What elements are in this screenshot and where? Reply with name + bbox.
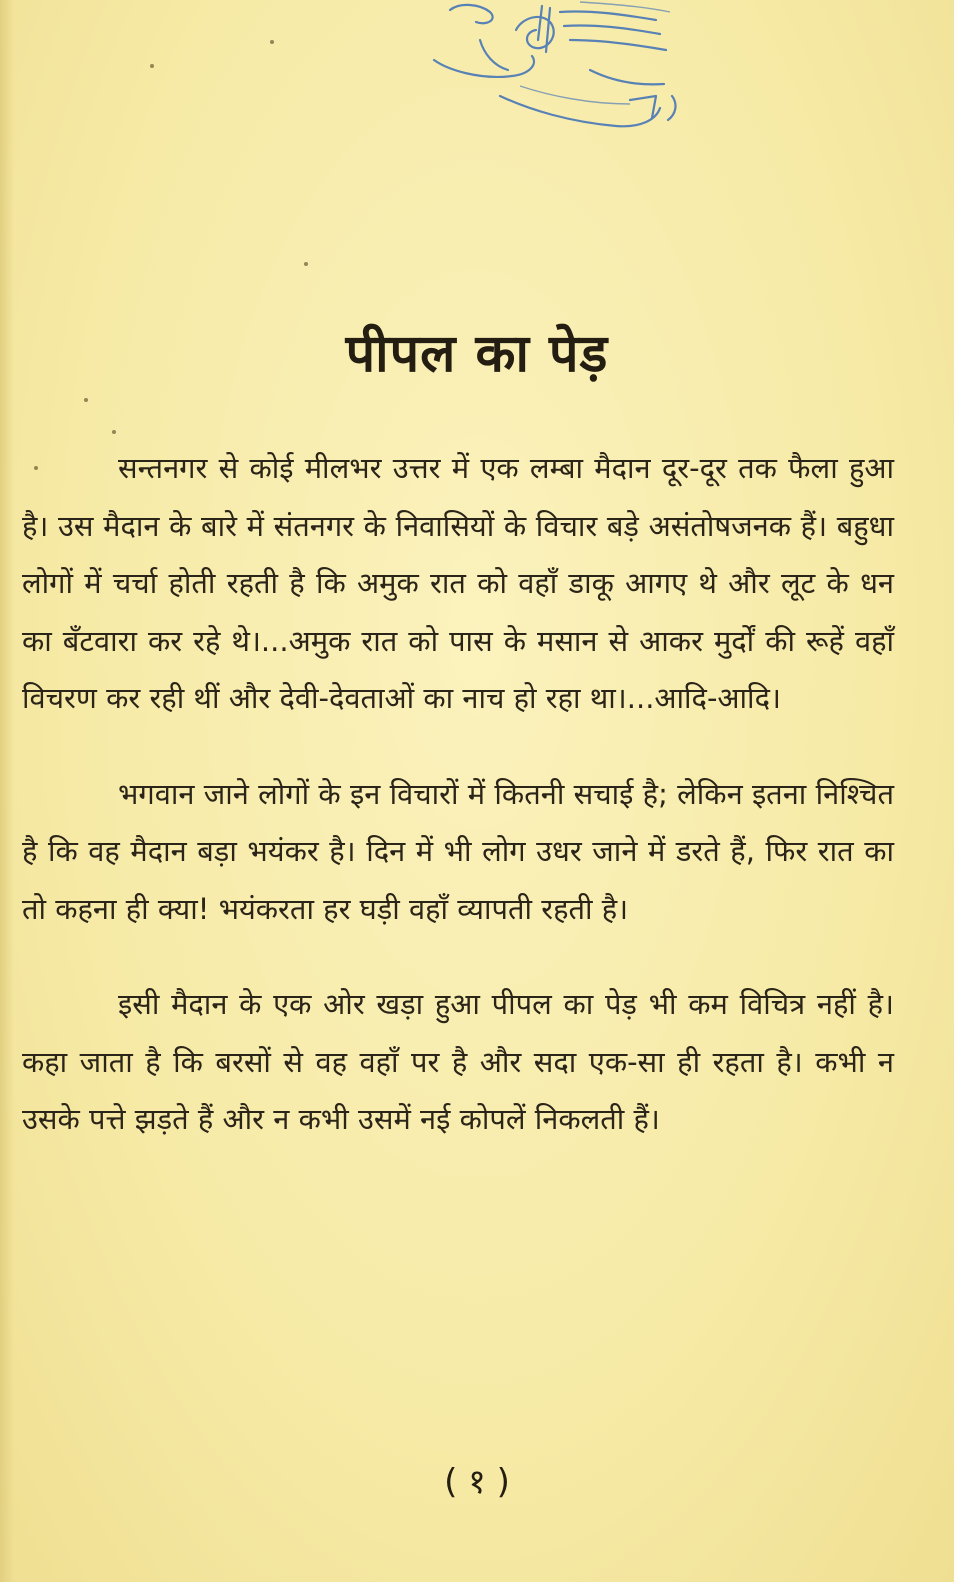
page-number: ( १ ): [444, 1462, 510, 1502]
chapter-title: पीपल का पेड़: [345, 324, 609, 384]
page-binding-edge: [0, 0, 14, 1582]
paper-speck: [304, 262, 308, 266]
paper-speck: [150, 64, 154, 68]
paper-speck: [270, 40, 274, 44]
paper-speck: [112, 430, 116, 434]
chapter-body: [22, 440, 894, 1149]
paragraph-3: इसी मैदान के एक ओर खड़ा हुआ पीपल का पेड़ भी कम विचित्र नहीं है। कहा जाता है कि बरसों से वह वहाँ पर है और सदा एक-सा ही रहता है। कभी न उसके पत्ते झड़ते हैं और न कभी उसमें नई कोपलें निकलती हैं।: [22, 987, 894, 1136]
blue-pen-doodle-icon: [420, 0, 700, 150]
paragraph-1: सन्तनगर से कोई मीलभर उत्तर में एक लम्बा मैदान दूर-दूर तक फैला हुआ है। उस मैदान के बारे में संतनगर के निवासियों के विचार बड़े असंतोषजनक हैं। बहुधा लोगों में चर्चा होती रहती है कि अमुक रात को वहाँ डाकू आगए थे और लूट के धन का बँटवारा कर रहे थे।...अमुक रात को पास के मसान से आकर मुर्दों की रूहें वहाँ विचरण कर रही थीं और देवी-देवताओं का नाच हो रहा था।...आदि-आदि।: [22, 451, 894, 715]
paragraph-2: भगवान जाने लोगों के इन विचारों में कितनी सचाई है; लेकिन इतना निश्चित है कि वह मैदान बड़ा भयंकर है। दिन में भी लोग उधर जाने में डरते हैं, फिर रात का तो कहना ही क्या! भयंकरता हर घड़ी वहाँ व्यापती रहती है।: [22, 776, 894, 926]
paper-speck: [84, 398, 88, 402]
